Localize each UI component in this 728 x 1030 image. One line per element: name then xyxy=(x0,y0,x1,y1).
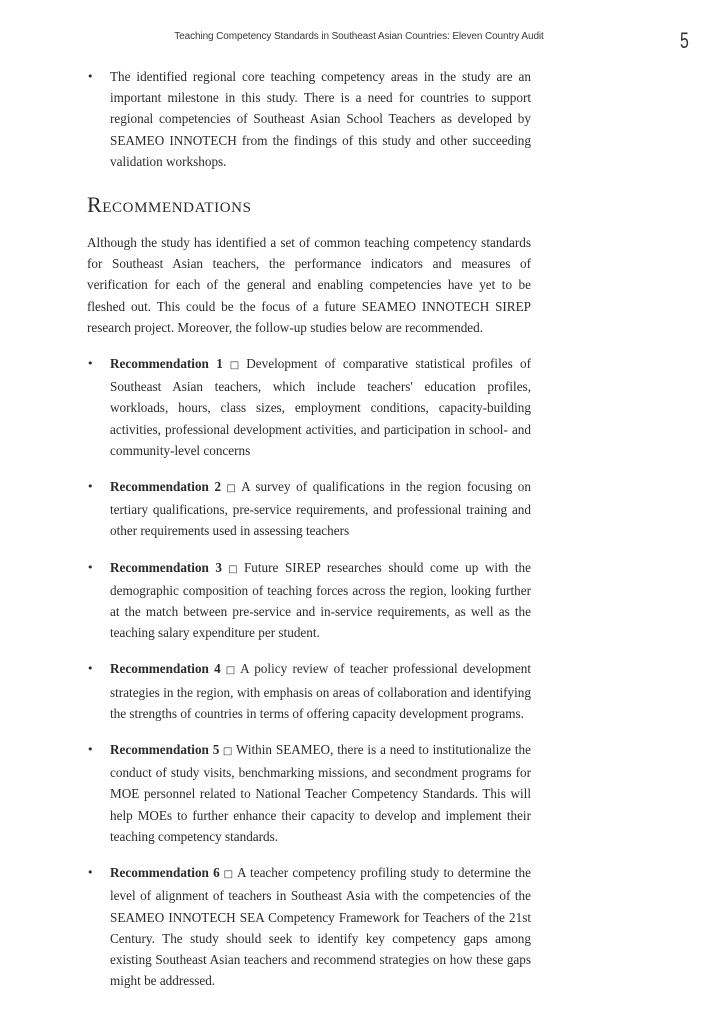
recommendation-label: Recommendation 2 xyxy=(110,479,222,495)
recommendation-item-3 xyxy=(87,557,531,644)
recommendations-intro-paragraph: Although the study has identified a set of common teaching competency standards for Southeast Asian teachers, the performance indicators and measures of verification for each of the general and enabling competencies have yet to be fleshed out. This could be the focus of a future SEAMEO INNOTECH SIREP research project. Moreover, the follow-up studies below are recommended. xyxy=(87,235,531,335)
separator-box-icon: □ xyxy=(225,360,244,372)
separator-box-icon: □ xyxy=(225,563,241,575)
recommendation-text: Development of comparative statistical profiles of Southeast Asian teachers, which include teachers' education profiles, workloads, hours, class sizes, employment conditions, capacity-building activities, professional development activities, and participation in school- and community-level concerns xyxy=(110,356,532,458)
intro-bullet-item xyxy=(87,66,531,172)
intro-bullet-text: The identified regional core teaching competency areas in the study are an important milestone in this study. There is a need for countries to support regional competencies of Southeast Asian School Teachers as developed by SEAMEO INNOTECH from the findings of this study and other succeeding validation workshops. xyxy=(110,69,531,169)
bullet-icon: • xyxy=(87,743,94,757)
separator-box-icon: □ xyxy=(223,665,238,677)
recommendation-item-1 xyxy=(87,353,531,461)
recommendation-text: Within SEAMEO, there is a need to institutionalize the conduct of study visits, benchmarking missions, and secondment programs for MOE personnel related to National Teacher Competency Standards. This will help MOEs to further enhance their capacity to develop and implement their teaching competency standards. xyxy=(110,742,531,844)
recommendations-list xyxy=(87,353,531,991)
separator-box-icon: □ xyxy=(224,483,239,495)
recommendation-text: A policy review of teacher professional development strategies in the region, with emphasis on areas of collaboration and identifying the strengths of countries in terms of offering capacity development programs. xyxy=(110,661,531,721)
separator-box-icon: □ xyxy=(222,746,233,758)
page-content xyxy=(87,66,531,1006)
recommendation-text: A teacher competency profiling study to determine the level of alignment of teachers in Southeast Asia with the competencies of the SEAMEO INNOTECH SEA Competency Framework for Teachers of the 21st Century. The study should seek to identify key competency gaps among existing Southeast Asian teachers and recommend strategies on how these gaps might be addressed. xyxy=(110,865,531,989)
recommendation-text: A survey of qualifications in the region focusing on tertiary qualifications, pre-service requirements, and professional training and other requirements used in assessing teachers xyxy=(110,479,531,539)
bullet-icon: • xyxy=(87,480,94,494)
recommendation-item-4 xyxy=(87,658,531,724)
bullet-icon: • xyxy=(87,70,94,83)
bullet-icon: • xyxy=(87,662,94,676)
page-number: 5 xyxy=(680,28,689,53)
recommendation-label: Recommendation 3 xyxy=(110,559,223,575)
bullet-icon: • xyxy=(87,866,94,880)
section-title-recommendations: Recommendations xyxy=(87,192,252,218)
recommendation-item-2 xyxy=(87,476,531,542)
recommendation-label: Recommendation 4 xyxy=(110,661,221,677)
recommendation-label: Recommendation 1 xyxy=(110,356,223,372)
recommendation-item-5 xyxy=(87,739,531,847)
recommendation-item-6 xyxy=(87,862,531,991)
running-header xyxy=(0,31,728,42)
running-header-title: Teaching Competency Standards in Southeast Asian Countries: Eleven Country Audit xyxy=(174,31,544,42)
recommendation-text: Future SIREP researches should come up with the demographic composition of teaching forces across the region, looking further at the match between pre-service and in-service requirements, as well as the teaching salary expenditure per student. xyxy=(110,559,531,641)
separator-box-icon: □ xyxy=(222,869,235,881)
bullet-icon: • xyxy=(87,560,94,574)
recommendation-label: Recommendation 6 xyxy=(110,865,220,881)
intro-bullet-list xyxy=(87,66,531,172)
recommendation-label: Recommendation 5 xyxy=(110,742,220,758)
bullet-icon: • xyxy=(87,357,94,371)
